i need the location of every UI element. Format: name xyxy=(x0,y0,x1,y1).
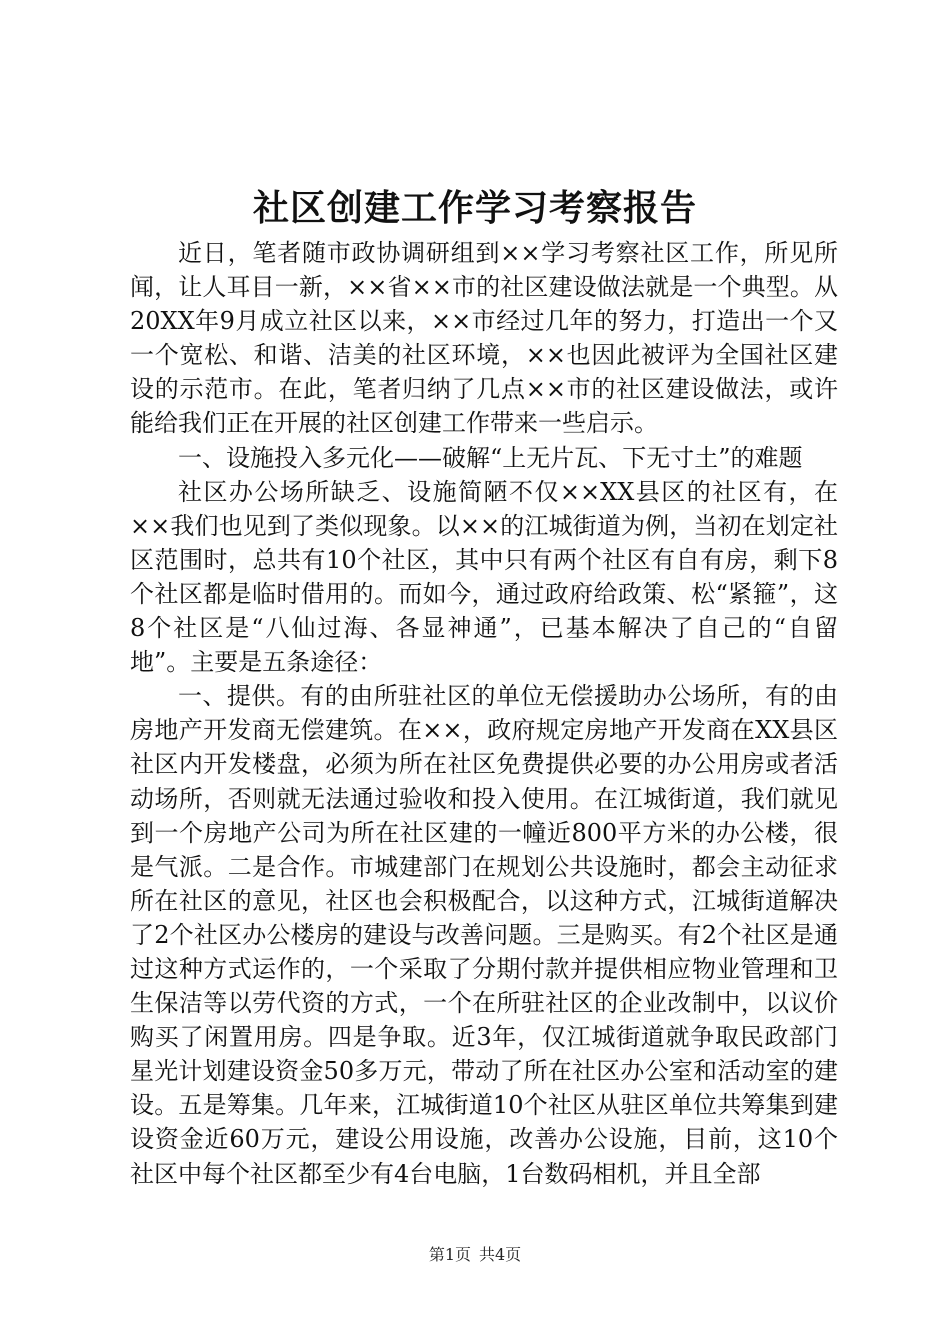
paragraph-intro: 近日，笔者随市政协调研组到××学习考察社区工作，所见所闻，让人耳目一新，××省××市的社区建设做法就是一个典型。从20XX年9月成立社区以来，××市经过几年的努力，打造出一个又一个宽松、和谐、洁美的社区环境，××也因此被评为全国社区建设的示范市。在此，笔者归纳了几点××市的社区建设做法，或许能给我们正在开展的社区创建工作带来一些启示。 xyxy=(130,239,838,438)
section-heading-1: 一、设施投入多元化——破解“上无片瓦、下无寸土”的难题 xyxy=(178,443,803,472)
page-total: 共4页 xyxy=(479,1245,522,1264)
page-footer xyxy=(0,1244,950,1266)
document-body xyxy=(130,236,838,1191)
page-number: 第1页 xyxy=(428,1245,471,1264)
paragraph-2: 社区办公场所缺乏、设施简陋不仅××XX县区的社区有，在××我们也见到了类似现象。以××的江城街道为例，当初在划定社区范围时，总共有10个社区，其中只有两个社区有自有房，剩下8个社区都是临时借用的。而如今，通过政府给政策、松“紧箍”，这8个社区是“八仙过海、各显神通”，已基本解决了自己的“自留地”。主要是五条途径： xyxy=(130,477,838,677)
paragraph-3: 一、提供。有的由所驻社区的单位无偿援助办公场所，有的由房地产开发商无偿建筑。在××，政府规定房地产开发商在XX县区社区内开发楼盘，必须为所在社区免费提供必要的办公用房或者活动场所，否则就无法通过验收和投入使用。在江城街道，我们就见到一个房地产公司为所在社区建的一幢近800平方米的办公楼，很是气派。二是合作。市城建部门在规划公共设施时，都会主动征求所在社区的意见，社区也会积极配合，以这种方式，江城街道解决了2个社区办公楼房的建设与改善问题。三是购买。有2个社区是通过这种方式运作的，一个采取了分期付款并提供相应物业管理和卫生保洁等以劳代资的方式，一个在所驻社区的企业改制中，以议价购买了闲置用房。四是争取。近3年，仅江城街道就争取民政部门星光计划建设资金50多万元，带动了所在社区办公室和活动室的建设。五是筹集。几年来，江城街道10个社区从驻区单位共筹集到建设资金近60万元，建设公用设施，改善办公设施，目前，这10个社区中每个社区都至少有4台电脑，1台数码相机，并且全部 xyxy=(130,682,838,1188)
document-title: 社区创建工作学习考察报告 xyxy=(252,187,697,229)
